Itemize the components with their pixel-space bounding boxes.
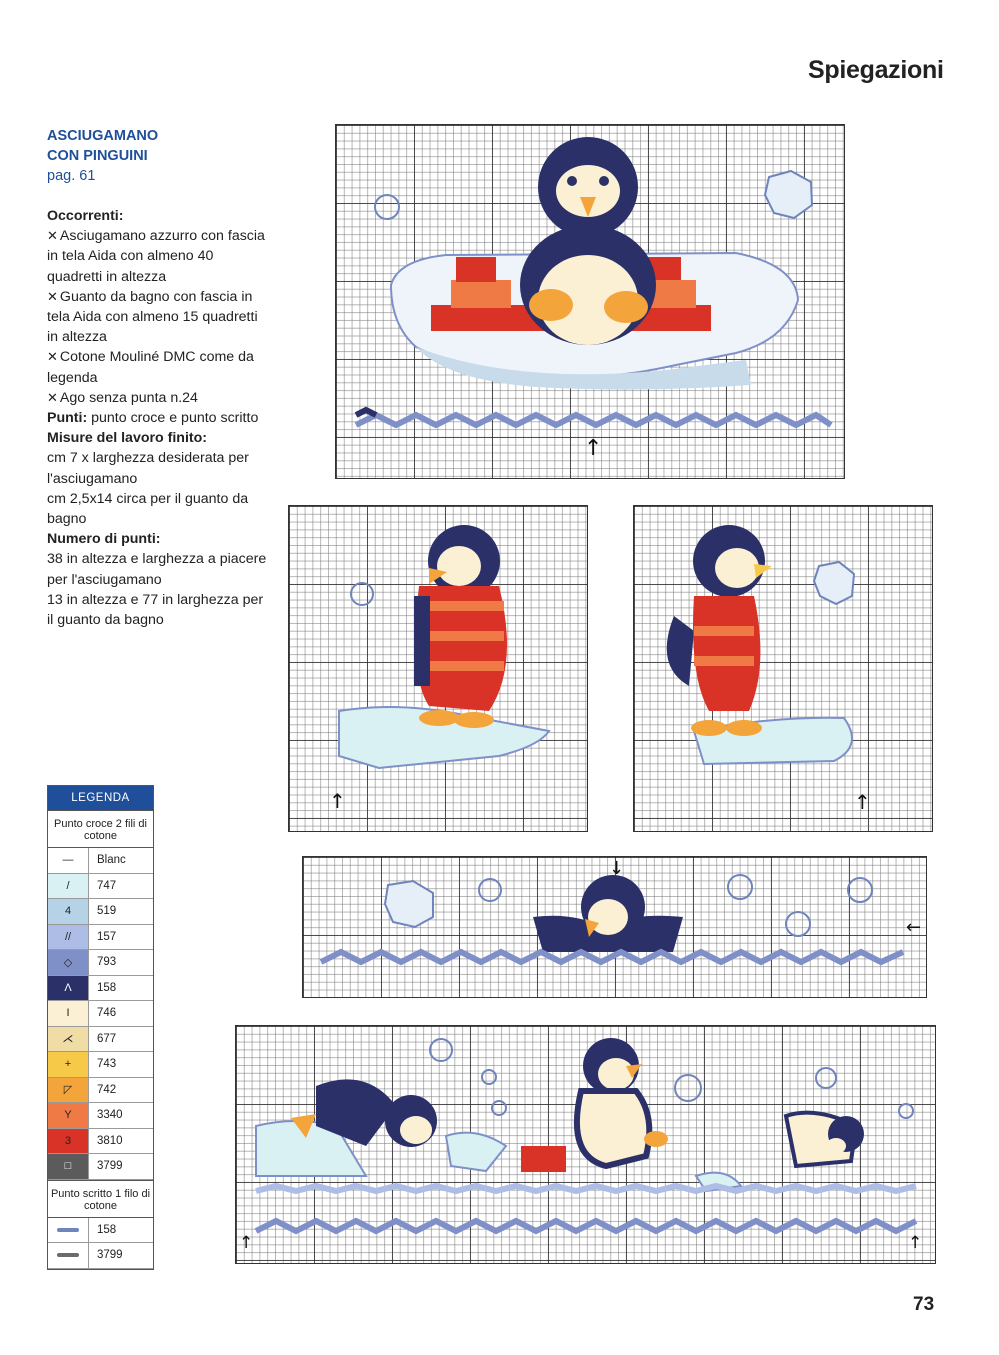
legend-swatch: I	[48, 1001, 89, 1026]
legend-code: 677	[97, 1032, 117, 1045]
count-line: 13 in altezza e 77 in larghezza per il guanto da bagno	[47, 591, 264, 629]
legend-swatch: ◇	[48, 950, 89, 975]
legend-code: Blanc	[97, 854, 126, 867]
pattern-chart-bottom-scene	[235, 1025, 936, 1264]
legend-code: 743	[97, 1058, 117, 1071]
legend-code: 746	[97, 1007, 117, 1020]
legend-code: 747	[97, 879, 117, 892]
backstitch-line-icon	[57, 1228, 79, 1232]
legend-line-swatch	[48, 1218, 89, 1243]
legend-row	[48, 874, 153, 900]
legend-swatch: □	[48, 1154, 89, 1179]
svg-text:↑: ↑	[239, 1233, 254, 1253]
legend-swatch: 3	[48, 1129, 89, 1154]
count-heading: Numero di punti:	[47, 531, 161, 548]
legend-title: LEGENDA	[48, 786, 153, 810]
legend-row	[48, 848, 153, 874]
border-drawing	[303, 857, 926, 997]
project-title	[47, 126, 267, 186]
legend-row	[48, 1103, 153, 1129]
materials-heading: Occorrenti:	[47, 208, 124, 224]
instructions	[47, 206, 272, 630]
pattern-chart-penguin-scarf	[288, 505, 588, 832]
material-item: ✕ Guanto da bagno con fascia in tela Aida con almeno 15 quadretti in altezza	[47, 288, 258, 346]
cross-bullet-icon: ✕	[47, 288, 58, 304]
title-line-2: CON PINGUINI	[47, 148, 148, 164]
size-line: cm 7 x larghezza desiderata per l'asciugamano	[47, 450, 249, 487]
legend-row	[48, 899, 153, 925]
cross-bullet-icon: ✕	[47, 389, 58, 405]
legend-swatch: —	[48, 848, 89, 873]
legend-line-swatch	[48, 1243, 89, 1268]
legend-row	[48, 976, 153, 1002]
page-reference: pag. 61	[47, 168, 96, 184]
legend-code: 157	[97, 930, 117, 943]
size-heading: Misure del lavoro finito:	[47, 430, 208, 447]
cross-bullet-icon: ✕	[47, 228, 58, 244]
backstitch-line-icon	[57, 1253, 79, 1257]
legend-row	[48, 1052, 153, 1078]
legend-code: 3340	[97, 1109, 123, 1122]
legend-swatch: ◸	[48, 1078, 89, 1103]
legend-code: 3810	[97, 1134, 123, 1147]
size-line: cm 2,5x14 circa per il guanto da bagno	[47, 490, 249, 528]
cross-bullet-icon: ✕	[47, 349, 58, 365]
legend-row	[48, 1078, 153, 1104]
material-item: ✕ Cotone Mouliné DMC come da legenda	[47, 349, 254, 386]
penguin-sled-drawing	[336, 125, 844, 478]
legend-row	[48, 950, 153, 976]
svg-text:←: ←	[906, 917, 922, 938]
legend-backstitch-heading: Punto scritto 1 filo di cotone	[48, 1180, 153, 1218]
legend-row	[48, 1243, 153, 1269]
legend-code: 3799	[97, 1160, 123, 1173]
legend-swatch: 4	[48, 899, 89, 924]
legend-swatch: /	[48, 874, 89, 899]
legend-swatch: Y	[48, 1103, 89, 1128]
svg-text:↑: ↑	[329, 789, 346, 813]
legend-code: 519	[97, 905, 117, 918]
material-item: ✕ Ago senza punta n.24	[47, 389, 198, 406]
legend-row	[48, 1027, 153, 1053]
svg-text:↑: ↑	[584, 436, 603, 461]
color-legend	[47, 785, 154, 1270]
pattern-chart-penguin-standing	[633, 505, 933, 832]
pattern-chart-border	[302, 856, 927, 998]
legend-swatch: Λ	[48, 976, 89, 1001]
legend-cross-heading: Punto croce 2 fili di cotone	[48, 810, 153, 848]
legend-code: 742	[97, 1083, 117, 1096]
bottom-scene-drawing	[236, 1026, 935, 1263]
legend-swatch: //	[48, 925, 89, 950]
legend-row	[48, 925, 153, 951]
svg-text:↑: ↑	[854, 790, 871, 814]
legend-code: 158	[97, 1223, 117, 1236]
penguin-scarf-drawing	[289, 506, 587, 831]
legend-row	[48, 1129, 153, 1155]
legend-code: 3799	[97, 1249, 123, 1262]
svg-text:↑: ↑	[908, 1233, 923, 1253]
title-line-1: ASCIUGAMANO	[47, 128, 159, 144]
legend-code: 793	[97, 956, 117, 969]
pattern-chart-penguin-sled	[335, 124, 845, 479]
stitches: Punti: punto croce e punto scritto	[47, 410, 259, 427]
legend-row	[48, 1154, 153, 1180]
penguin-standing-drawing	[634, 506, 932, 831]
svg-text:↓: ↓	[609, 858, 625, 879]
legend-row	[48, 1001, 153, 1027]
material-item: ✕ Asciugamano azzurro con fascia in tela Aida con almeno 40 quadretti in altezza	[47, 228, 265, 285]
legend-swatch: ⋌	[48, 1027, 89, 1052]
section-header: Spiegazioni	[808, 56, 944, 84]
page-number: 73	[913, 1294, 935, 1315]
count-line: 38 in altezza e larghezza a piacere per l'asciugamano	[47, 551, 267, 588]
legend-swatch: +	[48, 1052, 89, 1077]
legend-row	[48, 1218, 153, 1244]
stitches-heading: Punti:	[47, 410, 88, 427]
legend-code: 158	[97, 981, 117, 994]
